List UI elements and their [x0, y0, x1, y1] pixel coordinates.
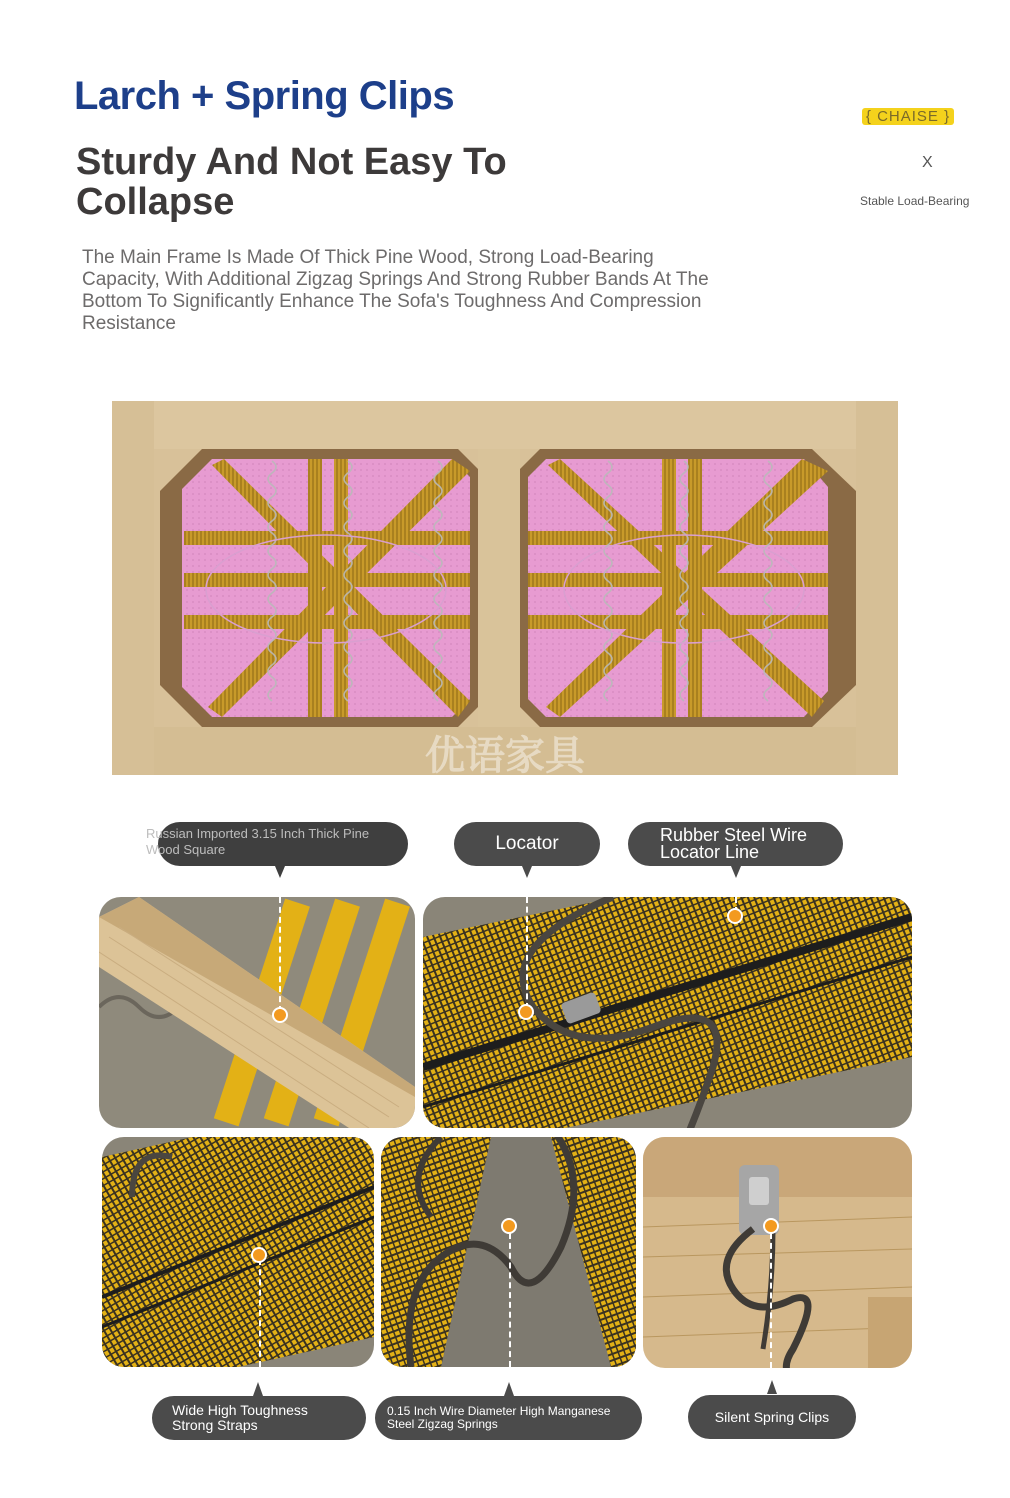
photo-springs [381, 1137, 636, 1367]
stable-load-bearing-label: Stable Load-Bearing [860, 194, 970, 208]
pointer-tail [731, 866, 741, 878]
pointer-line [279, 897, 281, 1012]
pointer-tail [253, 1382, 263, 1396]
chaise-badge [848, 108, 968, 126]
label-straps-text: Wide High Toughness Strong Straps [172, 1402, 308, 1433]
photo-locator [423, 897, 912, 1128]
page-title: Larch + Spring Clips [74, 74, 455, 118]
photo-clips [643, 1137, 912, 1368]
highlight-dot [763, 1218, 779, 1234]
pointer-tail [522, 866, 532, 878]
label-clips-text: Silent Spring Clips [714, 1409, 830, 1425]
description-text: The Main Frame Is Made Of Thick Pine Wood, Strong Load-Bearing Capacity, With Additional Zigzag Springs And Strong Rubber Bands At The Bottom To Significantly Enhance The Sofa's Toughness And Compression Resistance [82, 247, 709, 334]
page-subtitle: Sturdy And Not Easy To Collapse [76, 141, 507, 223]
label-straps [152, 1396, 366, 1440]
chaise-label: { CHAISE } [862, 108, 954, 125]
x-mark: X [922, 154, 933, 171]
photo-pine-wood [99, 897, 415, 1128]
pointer-line [259, 1259, 261, 1367]
highlight-dot [727, 908, 743, 924]
label-locator [454, 822, 600, 866]
label-rubber-locator [628, 822, 843, 866]
highlight-dot [272, 1007, 288, 1023]
label-springs [375, 1396, 642, 1440]
label-locator-text: Locator [495, 833, 559, 854]
highlight-dot [518, 1004, 534, 1020]
sofa-frame-image [112, 401, 898, 775]
pointer-tail [504, 1382, 514, 1396]
watermark-text: 优语家具 [425, 733, 585, 775]
label-rubber-locator-text: Rubber Steel Wire Locator Line [660, 825, 808, 862]
photo-straps [102, 1137, 374, 1367]
label-pine-wood [146, 822, 408, 866]
highlight-dot [501, 1218, 517, 1234]
pointer-line [770, 1233, 772, 1368]
pointer-line [526, 897, 528, 1009]
label-springs-text: 0.15 Inch Wire Diameter High Manganese Steel Zigzag Springs [387, 1404, 611, 1431]
pointer-line [509, 1233, 511, 1367]
label-clips [688, 1395, 856, 1439]
pointer-tail [767, 1380, 777, 1394]
pointer-tail [275, 866, 285, 878]
label-pine-wood-text: Russian Imported 3.15 Inch Thick Pine Wood Square [146, 826, 370, 857]
highlight-dot [251, 1247, 267, 1263]
